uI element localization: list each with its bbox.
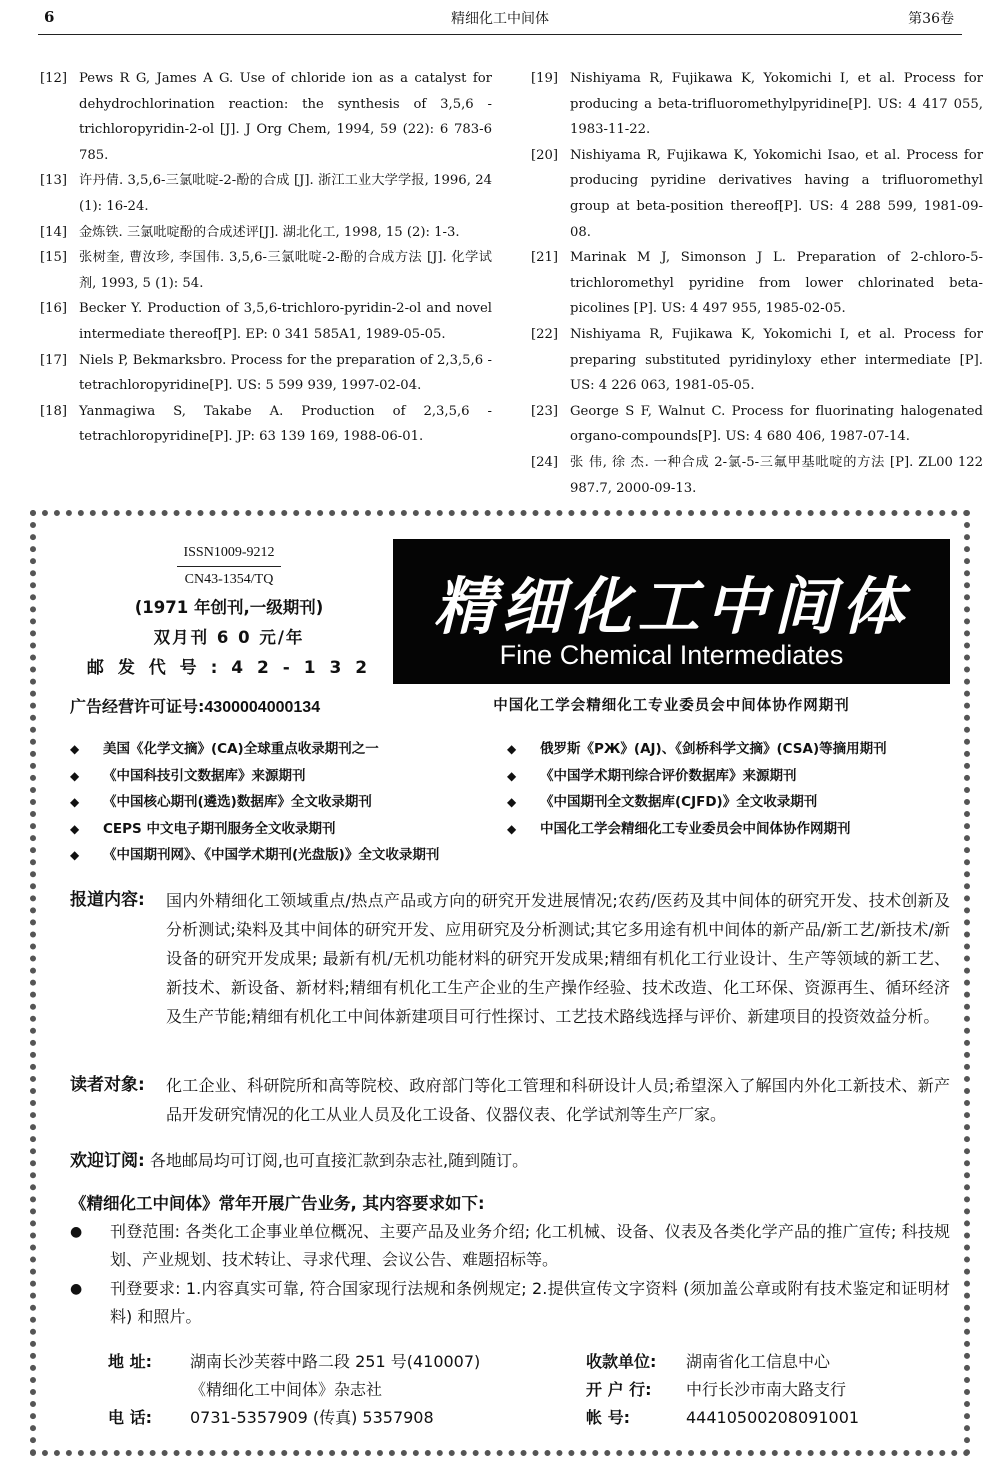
ad-license-number: 4300004000134 — [204, 699, 321, 716]
ads-item — [70, 1275, 950, 1331]
diamond-bullet-icon: ◆ — [507, 742, 517, 756]
address-value: 湖南长沙芙蓉中路二段 251 号(410007) — [190, 1352, 481, 1371]
subscribe-label: 欢迎订阅: — [70, 1151, 145, 1171]
journal-info-block — [70, 540, 388, 683]
ads-item — [70, 1218, 950, 1274]
readers-section — [70, 1071, 950, 1129]
indexing-list-left — [70, 736, 510, 869]
cn-number: CN43-1354/TQ — [184, 572, 274, 587]
reference-text: 张树奎, 曹汝珍, 李国伟. 3,5,6-三氯吡啶-2-酚的合成方法 [J]. 化学试剂, 1993, 5 (1): 54. — [79, 250, 492, 291]
indexing-item — [507, 789, 957, 816]
readers-label: 读者对象: — [70, 1075, 145, 1095]
reference-item — [40, 220, 492, 246]
volume-label: 第36卷 — [908, 11, 954, 27]
coverage-section — [70, 886, 950, 1031]
ad-license-label: 广告经营许可证号: — [70, 697, 205, 716]
ads-item-text: 刊登要求: 1.内容真实可靠, 符合国家现行法规和条例规定; 2.提供宣传文字资料 (须加盖公章或附有技术鉴定和证明材料) 和照片。 — [110, 1279, 950, 1326]
reference-item — [531, 245, 983, 322]
reference-item — [531, 322, 983, 399]
account-label: 帐 号: — [586, 1408, 630, 1427]
reference-text: Marinak M J, Simonson J L. Preparation of 2-chloro-5-trichloromethyl pyridine from lower chlorinated beta-picolines [P]. US: 4 497 955, 1985-02-05. — [570, 250, 983, 317]
references-left-column — [40, 66, 492, 450]
reference-item — [531, 399, 983, 450]
reference-number: [14] — [40, 224, 68, 240]
reference-text: Pews R G, James A G. Use of chloride ion as a catalyst for dehydrochlorination reaction: the synthesis of 3,5,6 - trichloropyridin-2-ol [J]. J Org Chem, 1994, 59 (22): 6 783-6 785. — [79, 71, 492, 163]
readers-text: 化工企业、科研院所和高等院校、政府部门等化工管理和科研设计人员;希望深入了解国内外化工新技术、新产品开发研究情况的化工从业人员及化工设备、仪器仪表、化学试剂等生产厂家。 — [166, 1076, 950, 1124]
reference-item — [531, 450, 983, 501]
reference-number: [24] — [531, 454, 559, 470]
indexing-item — [507, 763, 957, 790]
address-label: 地 址: — [108, 1352, 152, 1371]
contact-bank-block — [586, 1348, 956, 1432]
journal-logo — [393, 539, 950, 684]
ads-item-text: 刊登范围: 各类化工企事业单位概况、主要产品及业务介绍; 化工机械、设备、仪表及各类化学产品的推广宣传; 科技规划、产业规划、技术转让、寻求代理、会议公告、难题招标等。 — [110, 1222, 950, 1269]
diamond-bullet-icon: ◆ — [70, 821, 80, 836]
phone-value: 0731-5357909 (传真) 5357908 — [190, 1408, 434, 1427]
founded-note: (1971 年创刊,一级期刊) — [134, 598, 324, 617]
frequency-price: 双月刊 6 0 元/年 — [153, 628, 305, 647]
logo-english-title: Fine Chemical Intermediates — [499, 640, 844, 670]
diamond-bullet-icon: ◆ — [70, 768, 80, 783]
reference-text: Yanmagiwa S, Takabe A. Production of 2,3,5,6 - tetrachloropyridine[P]. JP: 63 139 169, 1988-06-01. — [79, 403, 492, 445]
bank-label: 开 户 行: — [586, 1380, 652, 1399]
phone-label: 电 话: — [108, 1408, 152, 1427]
journal-title: 精细化工中间体 — [451, 11, 549, 27]
circle-bullet-icon: ● — [70, 1224, 83, 1240]
indexing-text: 中国化工学会精细化工专业委员会中间体协作网期刊 — [540, 820, 851, 837]
reference-item — [40, 66, 492, 168]
reference-item — [531, 66, 983, 143]
reference-number: [19] — [531, 71, 559, 86]
reference-item — [40, 296, 492, 347]
reference-text: Becker Y. Production of 3,5,6-trichloro-pyridin-2-ol and novel intermediate thereof[P]. EP: 0 341 585A1, 1989-05-05. — [79, 301, 492, 342]
indexing-text: 《中国核心期刊(遴选)数据库》全文收录期刊 — [103, 794, 372, 810]
indexing-text: 《中国学术期刊综合评价数据库》来源期刊 — [540, 767, 797, 784]
reference-text: Nishiyama R, Fujikawa K, Yokomichi Isao, et al. Process for producing pyridine derivatives having a trifluoromethyl group at beta-position thereof[P]. US: 4 288 599, 1981-09-08. — [570, 147, 983, 240]
reference-text: Niels P, Bekmarksbro. Process for the preparation of 2,3,5,6 - tetrachloropyridine[P]. US: 5 599 939, 1997-02-04. — [79, 352, 492, 394]
coverage-label: 报道内容: — [70, 890, 145, 910]
reference-item — [531, 143, 983, 245]
reference-text: 金炼铁. 三氯吡啶酚的合成述评[J]. 湖北化工, 1998, 15 (2): 1-3. — [79, 224, 460, 240]
diamond-bullet-icon: ◆ — [70, 742, 80, 756]
reference-number: [13] — [40, 173, 68, 189]
coverage-text: 国内外精细化工领域重点/热点产品或方向的研究开发进展情况;农药/医药及其中间体的研究开发、技术创新及分析测试;染料及其中间体的研究开发、应用研究及分析测试;其它多用途有机中间体的新产品/新工艺/新技术/新设备的研究开发成果; 最新有机/无机功能材料的研究开发成果;精细有机化工行业设计、生产等领域的新工艺、新技术、新设备、新材料;精细有机化工生产企业的生产操作经验、技术改造、化工环保、资源再生、循环经济及生产节能;精细有机化工中间体新建项目可行性探讨、工艺技术路线选择与评价、新建项目的投资效益分析。 — [166, 891, 950, 1026]
reference-number: [18] — [40, 403, 68, 419]
running-header — [0, 0, 1000, 40]
ad-license — [70, 694, 320, 717]
indexing-text: 美国《化学文摘》(CA)全球重点收录期刊之一 — [103, 741, 379, 757]
reference-number: [12] — [40, 71, 68, 86]
reference-item — [40, 168, 492, 219]
indexing-item — [70, 816, 510, 843]
postal-code: 邮 发 代 号 : 4 2 - 1 3 2 — [86, 658, 372, 678]
indexing-item — [70, 789, 510, 816]
indexing-item — [507, 736, 957, 763]
indexing-item — [70, 736, 510, 763]
diamond-bullet-icon: ◆ — [507, 821, 517, 836]
reference-number: [15] — [40, 250, 68, 266]
indexing-text: 《中国期刊网》、《中国学术期刊(光盘版)》全文收录期刊 — [103, 847, 440, 863]
indexing-text: CEPS 中文电子期刊服务全文收录期刊 — [103, 820, 336, 837]
diamond-bullet-icon: ◆ — [70, 848, 80, 862]
reference-text: Nishiyama R, Fujikawa K, Yokomichi I, et al. Process for preparing substituted pyridinyloxy ether intermediate [P]. US: 4 226 063, 1981-05-05. — [570, 326, 983, 394]
reference-item — [40, 245, 492, 296]
reference-item — [40, 399, 492, 450]
indexing-text: 《中国科技引文数据库》来源期刊 — [103, 767, 306, 784]
header-rule — [38, 34, 962, 35]
account-value: 44410500208091001 — [686, 1408, 860, 1427]
diamond-bullet-icon: ◆ — [70, 795, 80, 809]
references-right-column — [531, 66, 983, 501]
indexing-item — [70, 842, 510, 869]
reference-number: [16] — [40, 301, 68, 317]
payee-label: 收款单位: — [586, 1352, 657, 1371]
contact-address-block — [108, 1348, 578, 1432]
indexing-text: 俄罗斯《PЖ》(AJ)、《剑桥科学文摘》(CSA)等摘用期刊 — [540, 741, 887, 757]
reference-text: George S F, Walnut C. Process for fluorinating halogenated organo-compounds[P]. US: 4 680 406, 1987-07-14. — [570, 403, 983, 445]
reference-text: 张 伟, 徐 杰. 一种合成 2-氯-5-三氟甲基吡啶的方法 [P]. ZL00 122 987.7, 2000-09-13. — [570, 454, 983, 496]
diamond-bullet-icon: ◆ — [507, 795, 517, 809]
subscribe-text: 各地邮局均可订阅,也可直接汇款到杂志社,随到随订。 — [149, 1151, 529, 1170]
ads-heading: 《精细化工中间体》常年开展广告业务, 其内容要求如下: — [70, 1194, 485, 1213]
reference-number: [17] — [40, 352, 68, 368]
page-number: 6 — [44, 8, 55, 26]
reference-number: [21] — [531, 250, 559, 266]
publisher-name: 《精细化工中间体》杂志社 — [190, 1380, 383, 1399]
reference-item — [40, 348, 492, 399]
indexing-text: 《中国期刊全文数据库(CJFD)》全文收录期刊 — [540, 794, 818, 810]
reference-number: [20] — [531, 147, 559, 163]
issn: ISSN1009-9212 — [177, 540, 280, 567]
subscribe-section — [70, 1146, 950, 1176]
reference-number: [22] — [531, 326, 559, 342]
association-line: 中国化工学会精细化工专业委员会中间体协作网期刊 — [493, 698, 850, 714]
reference-number: [23] — [531, 403, 559, 419]
payee-value: 湖南省化工信息中心 — [686, 1352, 831, 1371]
ads-requirements — [70, 1218, 950, 1332]
circle-bullet-icon: ● — [70, 1281, 83, 1297]
indexing-item — [70, 763, 510, 790]
reference-text: Nishiyama R, Fujikawa K, Yokomichi I, et al. Process for producing a beta-trifluoromethylpyridine[P]. US: 4 417 055, 1983-11-22. — [570, 71, 983, 138]
logo-chinese-title: 精细化工中间体 — [433, 570, 910, 643]
diamond-bullet-icon: ◆ — [507, 768, 517, 783]
indexing-item — [507, 816, 957, 843]
reference-text: 许丹倩. 3,5,6-三氯吡啶-2-酚的合成 [J]. 浙江工业大学学报, 1996, 24 (1): 16-24. — [79, 173, 492, 214]
bank-value: 中行长沙市南大路支行 — [686, 1380, 847, 1399]
indexing-list-right — [507, 736, 957, 842]
